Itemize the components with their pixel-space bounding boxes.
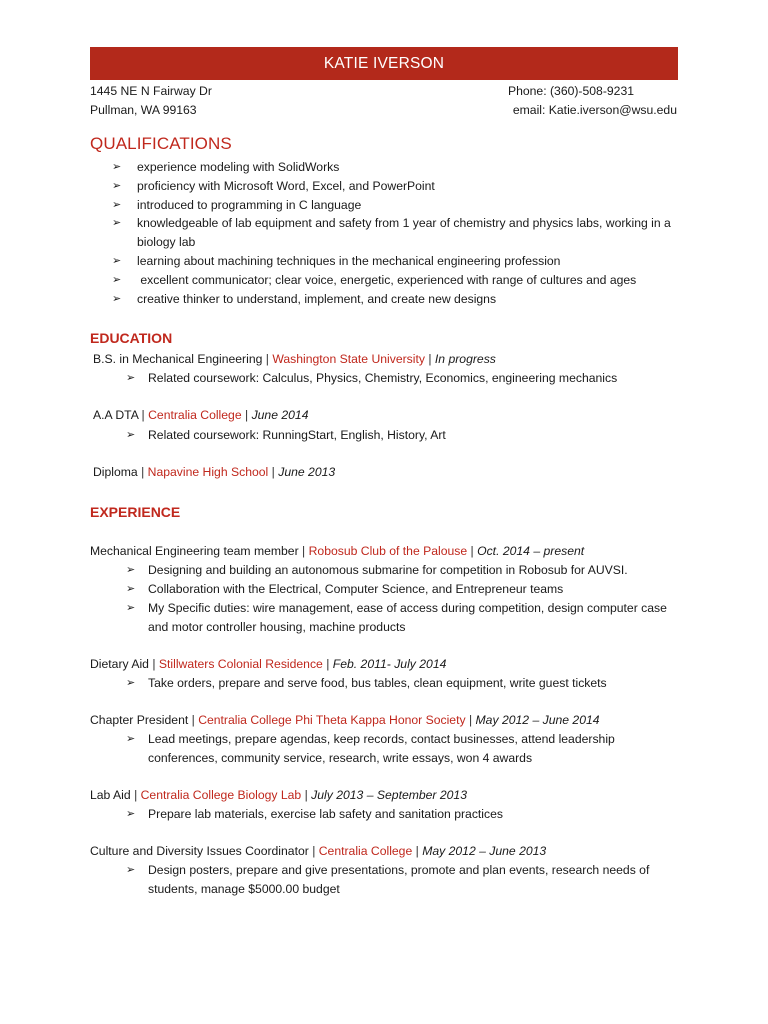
arrow-bullet-icon: ➢ xyxy=(126,864,136,876)
list-item: ➢ Take orders, prepare and serve food, bus tables, clean equipment, write guest tickets xyxy=(126,674,666,693)
experience-entry-header: Dietary Aid | Stillwaters Colonial Residence | Feb. 2011- July 2014 xyxy=(90,657,447,671)
education-entry-header: Diploma | Napavine High School | June 2013 xyxy=(93,465,336,479)
qualifications-list xyxy=(112,158,692,308)
experience-bullets xyxy=(126,861,671,899)
entry-title: Dietary Aid xyxy=(90,657,149,671)
address-line-1: 1445 NE N Fairway Dr xyxy=(90,84,212,98)
entry-organization: Centralia College xyxy=(318,844,413,858)
entry-date: May 2012 – June 2014 xyxy=(475,713,600,727)
arrow-bullet-icon: ➢ xyxy=(126,677,136,689)
entry-title: B.S. in Mechanical Engineering xyxy=(93,352,263,366)
experience-bullets xyxy=(126,674,666,693)
entry-organization: Napavine High School xyxy=(147,465,269,479)
education-entry-header: B.S. in Mechanical Engineering | Washington State University | In progress xyxy=(93,352,496,366)
list-item: ➢ Prepare lab materials, exercise lab safety and sanitation practices xyxy=(126,805,666,824)
education-entry-header: A.A DTA | Centralia College | June 2014 xyxy=(93,408,309,422)
experience-entry-header: Mechanical Engineering team member | Robosub Club of the Palouse | Oct. 2014 – present xyxy=(90,544,585,558)
education-heading: EDUCATION xyxy=(90,330,173,346)
list-item: ➢ Lead meetings, prepare agendas, keep records, contact businesses, attend leadership conferences, community service, research, write essays, won 4 awards xyxy=(126,732,615,765)
experience-bullets xyxy=(126,561,666,637)
entry-title: Chapter President xyxy=(90,713,189,727)
education-bullets xyxy=(126,369,646,388)
list-item: ➢ Designing and building an autonomous submarine for competition in Robosub for AUVSI. xyxy=(126,561,666,580)
arrow-bullet-icon: ➢ xyxy=(112,292,122,305)
entry-date: Oct. 2014 – present xyxy=(477,544,585,558)
list-item: ➢ Related coursework: Calculus, Physics, Chemistry, Economics, engineering mechanics xyxy=(126,369,646,388)
contact-block xyxy=(508,82,677,119)
arrow-bullet-icon: ➢ xyxy=(112,254,122,267)
list-item: ➢ Design posters, prepare and give presentations, promote and plan events, research needs of students, manage $5000.00 budget xyxy=(126,863,650,896)
entry-title: Culture and Diversity Issues Coordinator xyxy=(90,844,309,858)
list-item: ➢ knowledgeable of lab equipment and safety from 1 year of chemistry and physics labs, working in a biology lab xyxy=(112,216,671,250)
arrow-bullet-icon: ➢ xyxy=(112,161,122,173)
entry-date: June 2014 xyxy=(251,408,309,422)
arrow-bullet-icon: ➢ xyxy=(112,217,122,230)
entry-title: Lab Aid xyxy=(90,788,131,802)
address-block xyxy=(90,82,212,119)
entry-title: Mechanical Engineering team member xyxy=(90,544,299,558)
list-item: ➢ learning about machining techniques in the mechanical engineering profession xyxy=(112,252,692,271)
list-item: ➢ excellent communicator; clear voice, energetic, experienced with range of cultures and ages xyxy=(112,271,692,290)
experience-entry-header: Culture and Diversity Issues Coordinator | Centralia College | May 2012 – June 2013 xyxy=(90,844,547,858)
arrow-bullet-icon: ➢ xyxy=(112,179,122,192)
entry-organization: Centralia College xyxy=(148,408,242,422)
arrow-bullet-icon: ➢ xyxy=(126,808,136,820)
arrow-bullet-icon: ➢ xyxy=(126,602,136,614)
name-banner xyxy=(90,47,678,80)
education-bullets xyxy=(126,426,646,445)
experience-entry-header: Chapter President | Centralia College Phi Theta Kappa Honor Society | May 2012 – June 2014 xyxy=(90,713,600,727)
entry-date: Feb. 2011- July 2014 xyxy=(332,657,447,671)
arrow-bullet-icon: ➢ xyxy=(112,273,122,286)
entry-date: May 2012 – June 2013 xyxy=(422,844,547,858)
experience-heading: EXPERIENCE xyxy=(90,504,181,520)
entry-organization: Robosub Club of the Palouse xyxy=(308,544,468,558)
list-item: ➢ My Specific duties: wire management, ease of access during competition, design computer case and motor controller housing, machine products xyxy=(126,601,667,634)
address-line-2: Pullman, WA 99163 xyxy=(90,102,197,117)
entry-organization: Centralia College Biology Lab xyxy=(140,788,302,802)
entry-title: A.A DTA xyxy=(93,408,139,422)
entry-organization: Stillwaters Colonial Residence xyxy=(158,657,323,671)
arrow-bullet-icon: ➢ xyxy=(126,564,136,576)
arrow-bullet-icon: ➢ xyxy=(126,583,136,595)
entry-date: June 2013 xyxy=(278,465,336,479)
list-item: ➢ proficiency with Microsoft Word, Excel, and PowerPoint xyxy=(112,177,692,196)
arrow-bullet-icon: ➢ xyxy=(112,198,122,211)
entry-date: July 2013 – September 2013 xyxy=(311,788,467,802)
qualifications-heading: QUALIFICATIONS xyxy=(90,134,232,153)
list-item: ➢ Collaboration with the Electrical, Computer Science, and Entrepreneur teams xyxy=(126,580,666,599)
arrow-bullet-icon: ➢ xyxy=(126,429,136,441)
email-text: email: Katie.iverson@wsu.edu xyxy=(512,102,677,117)
candidate-name: KATIE IVERSON xyxy=(323,54,445,72)
list-item: ➢ introduced to programming in C language xyxy=(112,196,692,215)
entry-organization: Centralia College Phi Theta Kappa Honor Society xyxy=(198,713,466,727)
entry-date: In progress xyxy=(434,352,496,366)
experience-bullets xyxy=(126,805,666,824)
arrow-bullet-icon: ➢ xyxy=(126,733,136,745)
list-item: ➢ experience modeling with SolidWorks xyxy=(112,158,692,177)
list-item: ➢ Related coursework: RunningStart, English, History, Art xyxy=(126,426,646,445)
entry-organization: Washington State University xyxy=(272,352,425,366)
entry-title: Diploma xyxy=(93,465,138,479)
experience-bullets xyxy=(126,730,646,768)
list-item: ➢ creative thinker to understand, implement, and create new designs xyxy=(112,290,692,309)
arrow-bullet-icon: ➢ xyxy=(126,372,136,384)
phone-text: Phone: (360)-508-9231 xyxy=(507,84,634,98)
experience-entry-header: Lab Aid | Centralia College Biology Lab | July 2013 – September 2013 xyxy=(90,788,467,802)
